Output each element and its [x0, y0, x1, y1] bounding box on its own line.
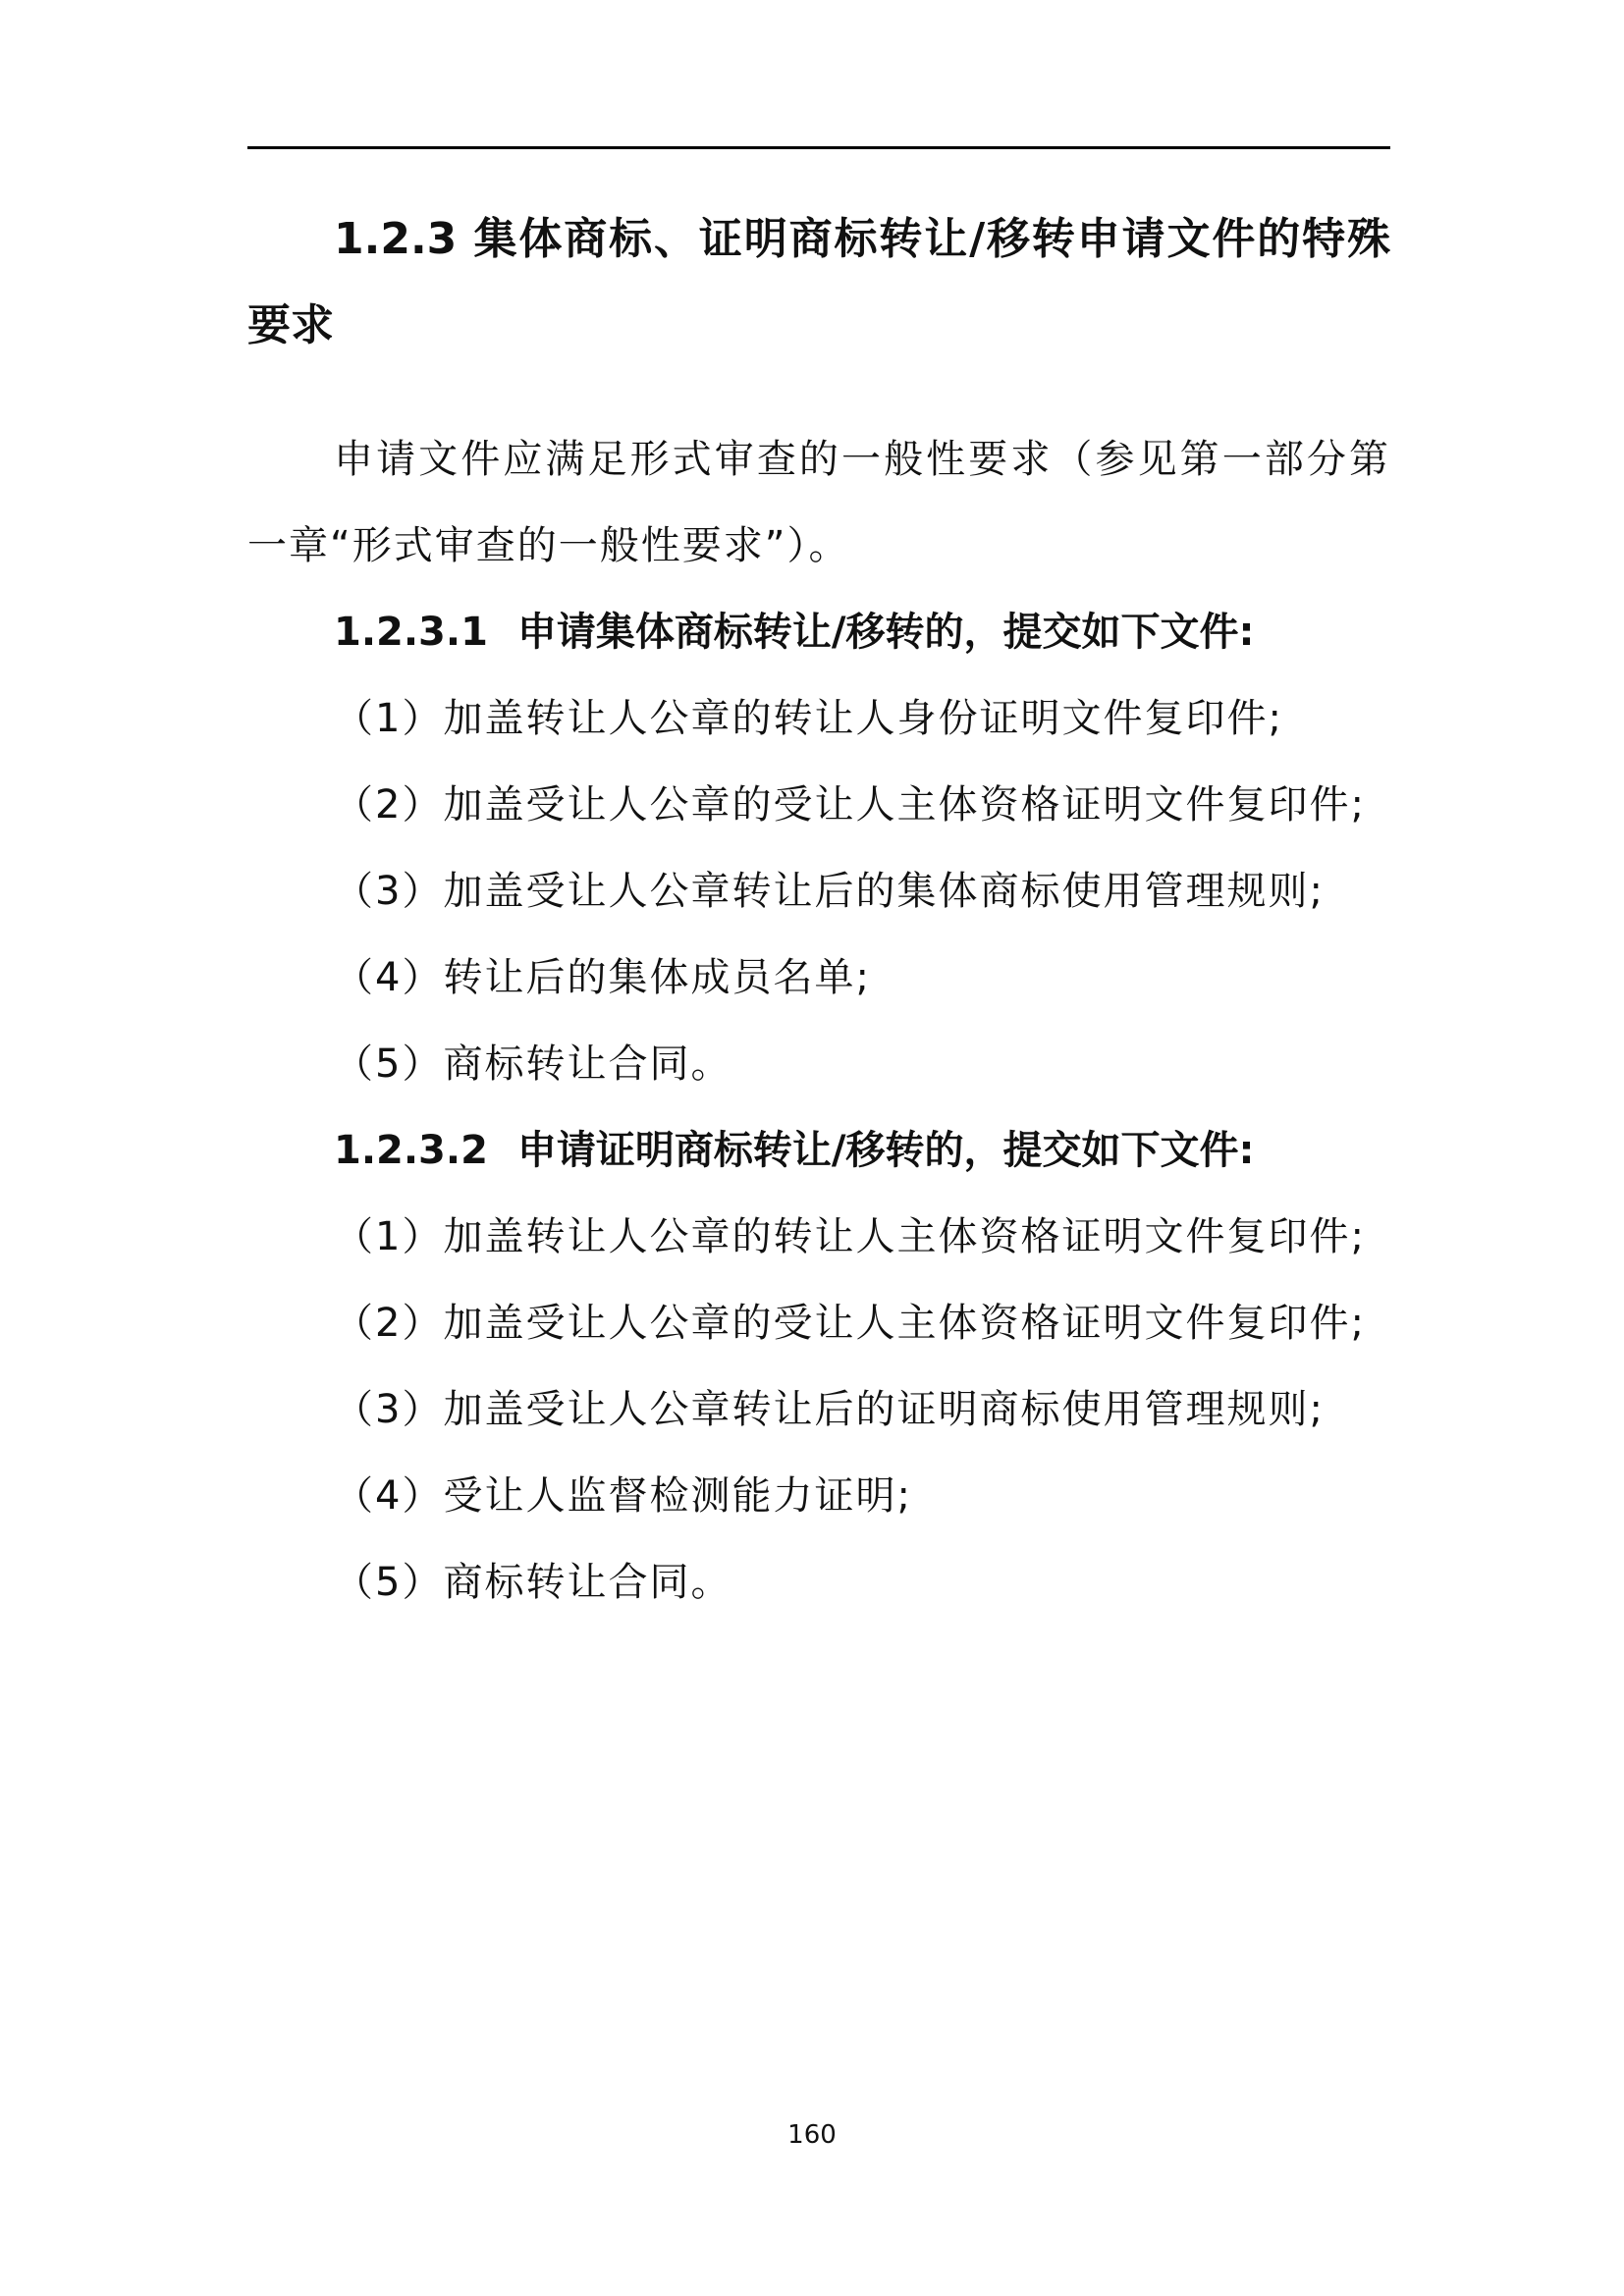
list-item: （1）加盖转让人公章的转让人身份证明文件复印件; [334, 696, 1283, 741]
list-item: （1）加盖转让人公章的转让人主体资格证明文件复印件; [334, 1214, 1366, 1259]
intro-paragraph: 申请文件应满足形式审查的一般性要求（参见第一部分第一章“形式审查的一般性要求”）。 [247, 437, 1390, 568]
subsection-heading-1 [247, 589, 1390, 675]
list-item: （4）受让人监督检测能力证明; [334, 1473, 912, 1519]
subsection-title: 申请集体商标转让/移转的，提交如下文件: [516, 610, 1255, 655]
list-item: （3）加盖受让人公章转让后的集体商标使用管理规则; [334, 869, 1325, 914]
list-item: （5）商标转让合同。 [334, 1560, 732, 1605]
list-item: （3）加盖受让人公章转让后的证明商标使用管理规则; [334, 1387, 1325, 1432]
page-content [247, 196, 1390, 1626]
subsection-number: 1.2.3.2 [334, 1128, 488, 1173]
header-rule [247, 146, 1390, 149]
section-heading: 1.2.3 集体商标、证明商标转让/移转申请文件的特殊要求 [247, 214, 1390, 350]
list-item: （2）加盖受让人公章的受让人主体资格证明文件复印件; [334, 782, 1366, 828]
subsection-title: 申请证明商标转让/移转的，提交如下文件: [516, 1128, 1255, 1173]
list-item: （4）转让后的集体成员名单; [334, 955, 871, 1000]
page-number: 160 [787, 2120, 837, 2150]
subsection-heading-2 [247, 1107, 1390, 1194]
list-item: （5）商标转让合同。 [334, 1041, 732, 1087]
list-item: （2）加盖受让人公章的受让人主体资格证明文件复印件; [334, 1301, 1366, 1346]
subsection-number: 1.2.3.1 [334, 610, 488, 655]
